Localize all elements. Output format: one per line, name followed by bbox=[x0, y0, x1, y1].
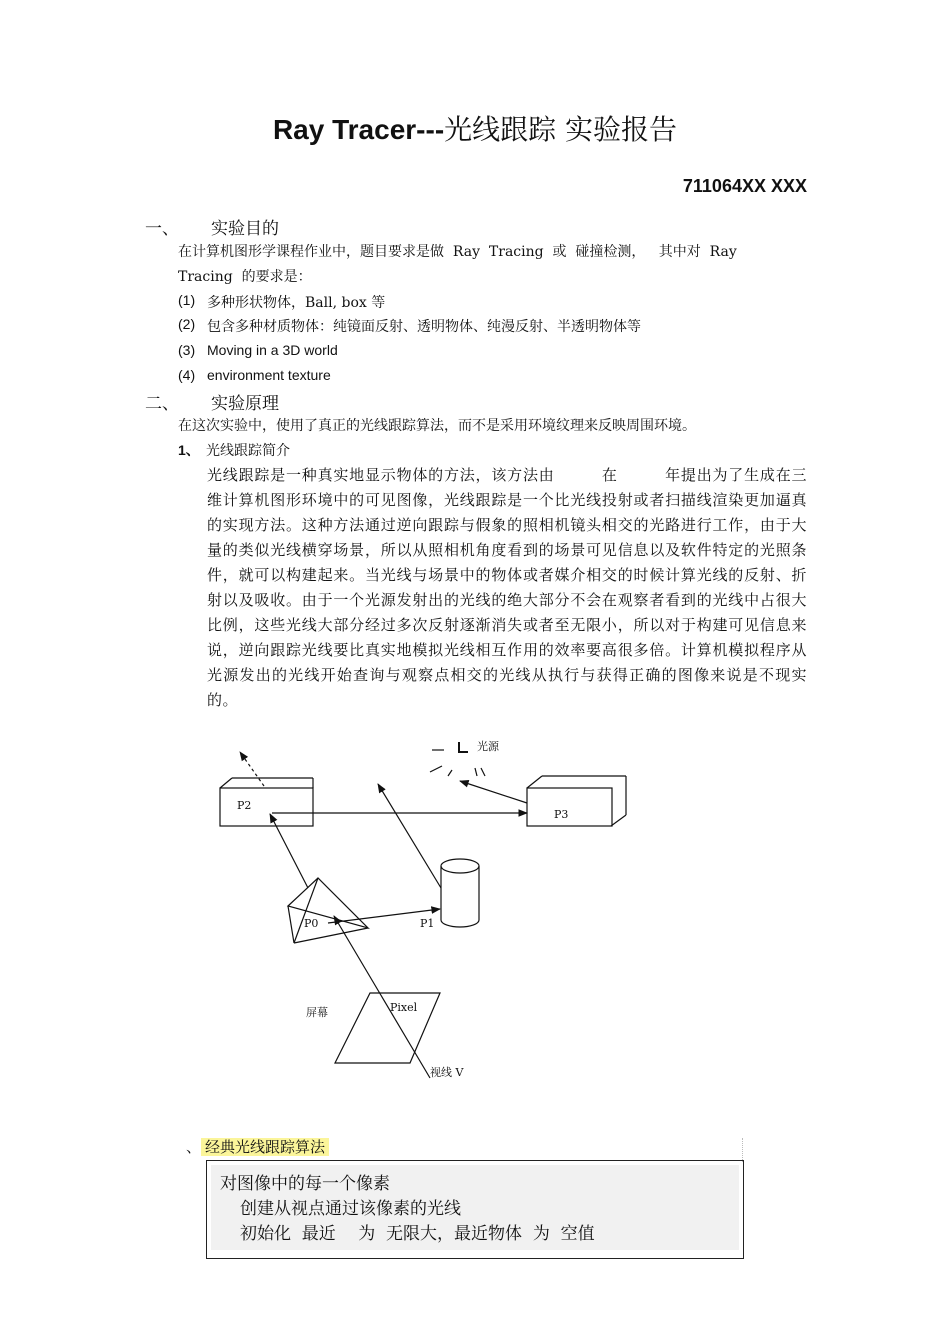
box-p2 bbox=[220, 778, 313, 826]
margin-guide bbox=[742, 1138, 744, 1162]
section3-heading: 、 经典光线跟踪算法 bbox=[186, 1136, 329, 1157]
section2-intro: 在这次实验中，使用了真正的光线跟踪算法，而不是采用环境纹理来反映周围环境。 bbox=[178, 418, 696, 434]
label-p3: P3 bbox=[554, 808, 569, 821]
cylinder-p1 bbox=[441, 859, 479, 927]
list-item: (2) 包含多种材质物体：纯镜面反射、透明物体、纯漫反射、半透明物体等 bbox=[178, 316, 641, 335]
light-source-icon bbox=[459, 742, 468, 752]
subsection1-heading: 1、 光线跟踪简介 bbox=[178, 442, 290, 459]
algorithm-box bbox=[206, 1160, 744, 1259]
code-line: 创建从视点通过该像素的光线 bbox=[240, 1199, 461, 1219]
list-item: (4) environment texture bbox=[178, 367, 331, 383]
list-item: (1) 多种形状物体，Ball, box 等 bbox=[178, 292, 386, 311]
list-item: (3) Moving in a 3D world bbox=[178, 342, 338, 358]
light-ray-mark bbox=[475, 768, 477, 776]
page-title: Ray Tracer---光线跟踪 实验报告 bbox=[272, 113, 678, 146]
ray-view-to-p0 bbox=[334, 916, 430, 1078]
ray-p2-out bbox=[240, 752, 264, 786]
section2-heading: 二、 实验原理 bbox=[145, 394, 279, 414]
label-p2: P2 bbox=[237, 799, 252, 812]
prism-p0 bbox=[288, 878, 368, 943]
label-screen: 屏幕 bbox=[306, 1006, 328, 1019]
code-line: 初始化 最近 为 无限大，最近物体 为 空值 bbox=[240, 1224, 595, 1244]
light-ray-mark bbox=[430, 766, 442, 772]
ray-tracing-diagram bbox=[200, 738, 569, 1083]
ray-p1-up bbox=[378, 784, 441, 888]
label-pixel: Pixel bbox=[390, 1001, 418, 1014]
author-id: 711064XX XXX bbox=[682, 176, 807, 196]
label-p1: P1 bbox=[420, 917, 435, 930]
label-p0: P0 bbox=[304, 917, 319, 930]
ray-p3-to-light bbox=[460, 781, 527, 803]
intro-line-2: Tracing 的要求是： bbox=[178, 269, 312, 285]
screen-plane bbox=[335, 993, 440, 1063]
box-p3 bbox=[527, 776, 626, 826]
label-light: 光源 bbox=[477, 740, 499, 753]
section1-intro bbox=[178, 240, 808, 290]
code-line: 对图像中的每一个像素 bbox=[220, 1174, 390, 1194]
intro-line-1: 在计算机图形学课程作业中，题目要求是做 Ray Tracing 或 碰撞检测， 其中对 Ray bbox=[178, 244, 737, 260]
section1-heading: 一、 实验目的 bbox=[145, 219, 279, 239]
ray-p0-to-p2 bbox=[270, 814, 308, 888]
light-ray-mark bbox=[448, 770, 452, 776]
label-view: 视线 V bbox=[430, 1066, 464, 1079]
ray-tracing-paragraph: 光线跟踪是一种真实地显示物体的方法，该方法由 在 年提出为了生成在三维计算机图形环境中的可见图像，光线跟踪是一个比光线投射或者扫描线渲染更加逼真的实现方法。这种方法通过逆向跟踪与假象的照相机镜头相交的光路进行工作，由于大量的类似光线横穿场景，所以从照相机角度看到的场景可见信息以及软件特定的光照条件，就可以构建起来。当光线与场景中的物体或者媒介相交的时候计算光线的反射、折射以及吸收。由于一个光源发射出的光线的绝大部分不会在观察者看到的光线中占很大比例，这些光线大部分经过多次反射逐渐消失或者至无限小，所以对于构建可见信息来说，逆向跟踪光线要比真实地模拟光线相互作用的效率要高很多倍。计算机模拟程序从光源发出的光线开始查询与观察点相交的光线从执行与获得正确的图像来说是不现实的。 bbox=[207, 466, 807, 709]
light-ray-mark bbox=[481, 768, 485, 776]
